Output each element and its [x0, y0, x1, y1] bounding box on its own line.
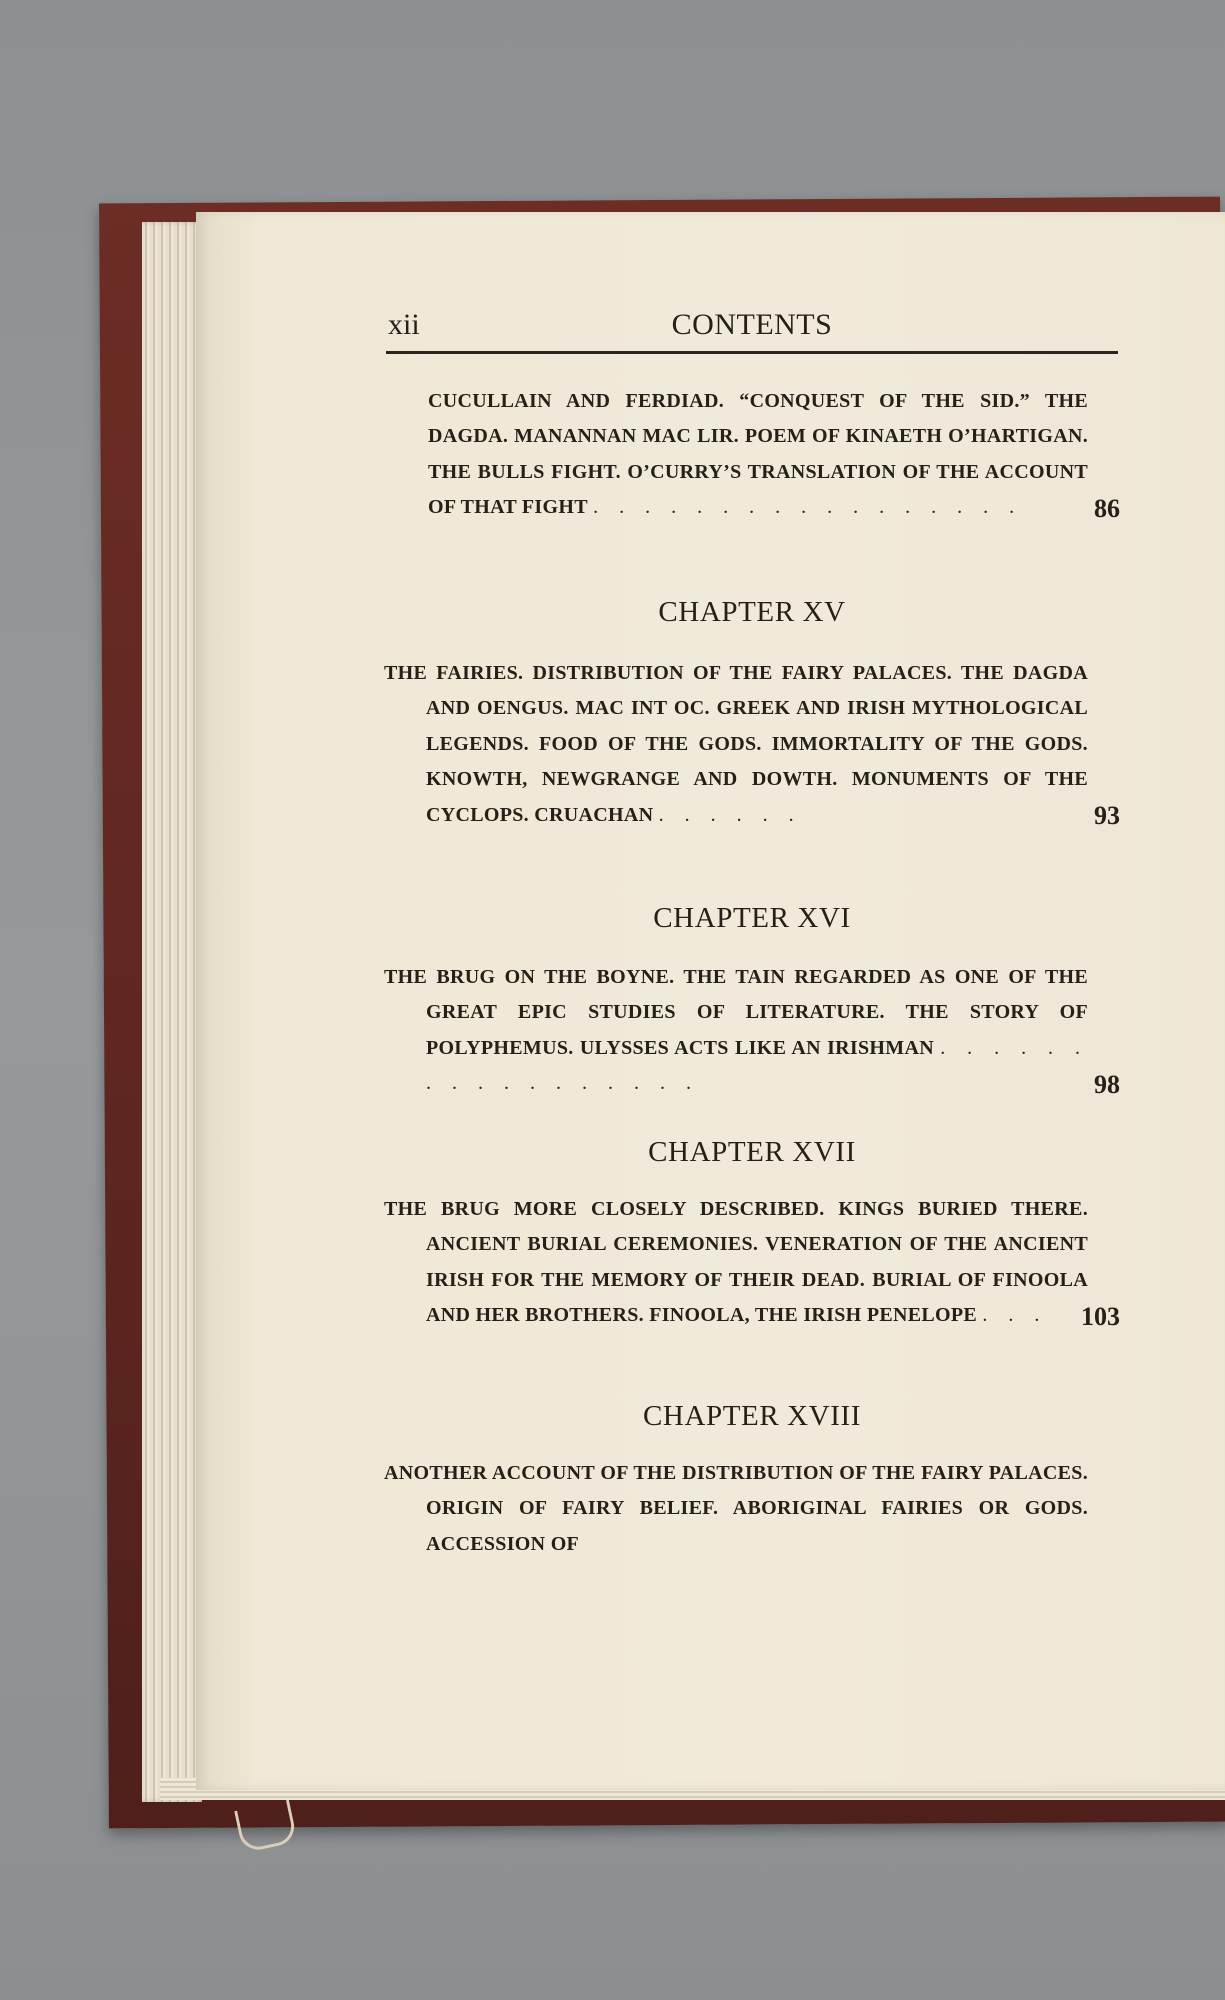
toc-page-number: 86 [1094, 493, 1120, 523]
chapter-heading: CHAPTER XVI [653, 902, 851, 934]
chapter-heading: CHAPTER XVIII [642, 1400, 862, 1432]
chapter-heading: CHAPTER XVII [648, 1136, 856, 1168]
toc-entry-text [384, 1456, 1088, 1562]
dot-leader: . . . . . . [658, 803, 802, 826]
toc-entry-text [384, 656, 1088, 833]
contents-page [384, 0, 1124, 2000]
toc-entry-summary: THE FAIRIES. DISTRIBUTION OF THE FAIRY PALACES. THE DAGDA AND OENGUS. MAC INT OC. GREEK AND IRISH MYTHOLOGICAL LEGENDS. FOOD OF THE GODS. IMMORTALITY OF THE GODS. KNOWTH, NEWGRANGE AND DOWTH. MONUMENTS OF THE CYCLOPS. CRUACHAN [384, 662, 1088, 826]
page-edges [142, 222, 202, 1802]
toc-page-number: 98 [1094, 1069, 1120, 1099]
toc-entry-text [384, 1192, 1088, 1334]
toc-entry-summary: THE BRUG MORE CLOSELY DESCRIBED. KINGS BURIED THERE. ANCIENT BURIAL CEREMONIES. VENERATION OF THE ANCIENT IRISH FOR THE MEMORY OF THEIR DEAD. BURIAL OF FINOOLA AND HER BROTHERS. FINOOLA, THE IRISH PENELOPE [384, 1198, 1088, 1327]
chapter-heading: CHAPTER XV [658, 596, 846, 628]
toc-entry-text [384, 384, 1088, 526]
toc-page-number: 103 [1081, 1301, 1120, 1331]
toc-entry [384, 1456, 1120, 1562]
header-rule [386, 351, 1118, 354]
toc-entry-summary: THE BRUG ON THE BOYNE. THE TAIN REGARDED AS ONE OF THE GREAT EPIC STUDIES OF LITERATURE. THE STORY OF POLYPHEMUS. ULYSSES ACTS LIKE AN IRISHMAN [384, 966, 1088, 1059]
toc-entry [384, 384, 1120, 526]
page-folio: xii [388, 308, 420, 341]
toc-entry [384, 960, 1120, 1102]
dot-leader: . . . . . . . . . . . . . . . . . [593, 496, 1023, 519]
toc-entry-text [384, 960, 1088, 1102]
dot-leader: . . . . . . . . . . . . . . . . . [426, 1036, 1088, 1095]
dot-leader: . . . [982, 1304, 1048, 1327]
toc-entry-summary: ANOTHER ACCOUNT OF THE DISTRIBUTION OF THE FAIRY PALACES. ORIGIN OF FAIRY BELIEF. ABORIGINAL FAIRIES OR GODS. ACCESSION OF [384, 1462, 1088, 1555]
toc-entry-summary: CUCULLAIN AND FERDIAD. “CONQUEST OF THE SID.” THE DAGDA. MANANNAN MAC LIR. POEM OF KINAETH O’HARTIGAN. THE BULLS FIGHT. O’CURRY’S TRANSLATION OF THE ACCOUNT OF THAT FIGHT [428, 390, 1088, 519]
toc-entry [384, 656, 1120, 833]
page-title: CONTENTS [671, 308, 833, 341]
toc-page-number: 93 [1094, 801, 1120, 831]
toc-entry [384, 1192, 1120, 1334]
